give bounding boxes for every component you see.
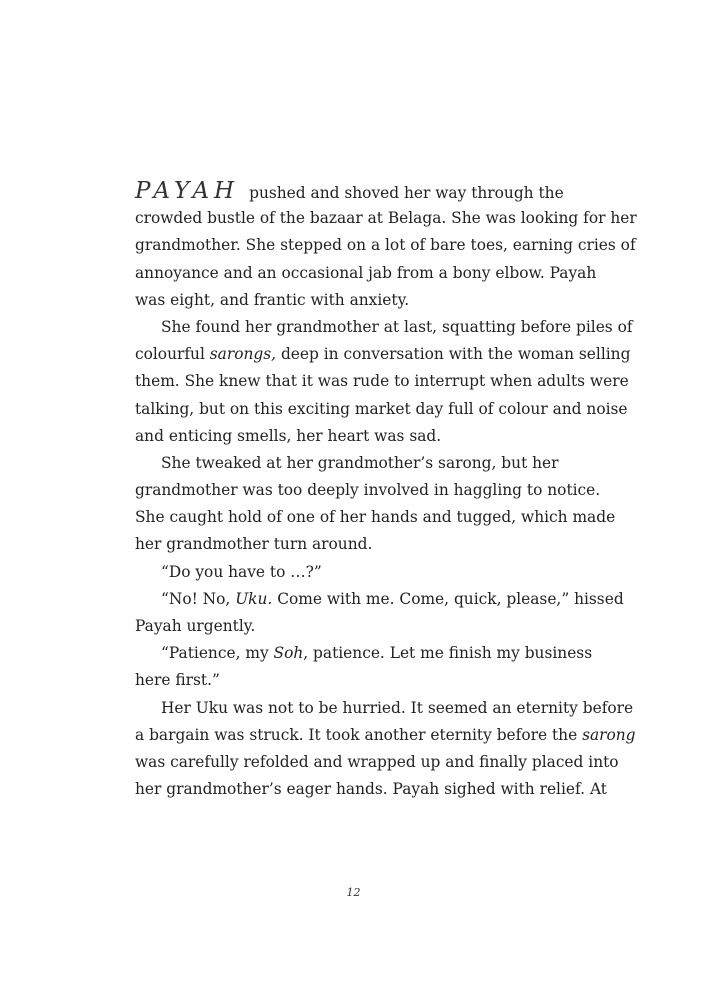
drop-cap-name: PAYAH (135, 178, 240, 204)
line-text: deep in conversation with the woman selling (276, 345, 631, 364)
text-line (135, 178, 579, 205)
text-line: was carefully refolded and wrapped up and finally placed into (135, 752, 619, 771)
text-line: “Do you have to …?” (161, 562, 322, 581)
text-line: crowded bustle of the bazaar at Belaga. She was looking for her (135, 209, 637, 228)
line-text: a bargain was struck. It took another eternity before the (135, 725, 583, 744)
italic-word: sarongs, (209, 345, 277, 364)
text-line: grandmother was too deeply involved in haggling to notice. (135, 481, 601, 500)
text-line: them. She knew that it was rude to interrupt when adults were (135, 372, 629, 391)
line-text: colourful (135, 345, 210, 364)
text-line: here first.” (135, 671, 220, 690)
text-line: was eight, and frantic with anxiety. (135, 290, 410, 309)
line-text: “Patience, my (161, 644, 274, 663)
italic-word: sarong (582, 725, 636, 744)
text-line: She tweaked at her grandmother’s sarong, but her (161, 453, 559, 472)
line-text: , patience. Let me finish my business (303, 644, 593, 663)
text-line: and enticing smells, her heart was sad. (135, 426, 442, 445)
page-number: 12 (346, 886, 361, 899)
text-line (135, 586, 624, 613)
body-text (135, 178, 637, 803)
line-text: pushed and shoved her way through the (249, 184, 564, 202)
text-line: grandmother. She stepped on a lot of bare toes, earning cries of (135, 236, 636, 255)
text-line: her grandmother’s eager hands. Payah sighed with relief. At (135, 780, 607, 799)
line-text: Come with me. Come, quick, please,” hissed (272, 589, 624, 608)
text-line: her grandmother turn around. (135, 535, 373, 554)
text-line (135, 341, 631, 368)
text-line (135, 640, 593, 667)
text-line: annoyance and an occasional jab from a bony elbow. Payah (135, 263, 597, 282)
text-line: Her Uku was not to be hurried. It seemed an eternity before (161, 698, 634, 717)
italic-word: Soh (273, 644, 304, 663)
text-line (135, 722, 636, 749)
text-line: Payah urgently. (135, 617, 256, 635)
line-text: “No! No, (161, 589, 236, 608)
text-line: She caught hold of one of her hands and tugged, which made (135, 508, 616, 527)
text-line: talking, but on this exciting market day full of colour and noise (135, 399, 628, 418)
italic-word: Uku. (235, 589, 273, 608)
text-line: She found her grandmother at last, squatting before piles of (161, 317, 633, 336)
